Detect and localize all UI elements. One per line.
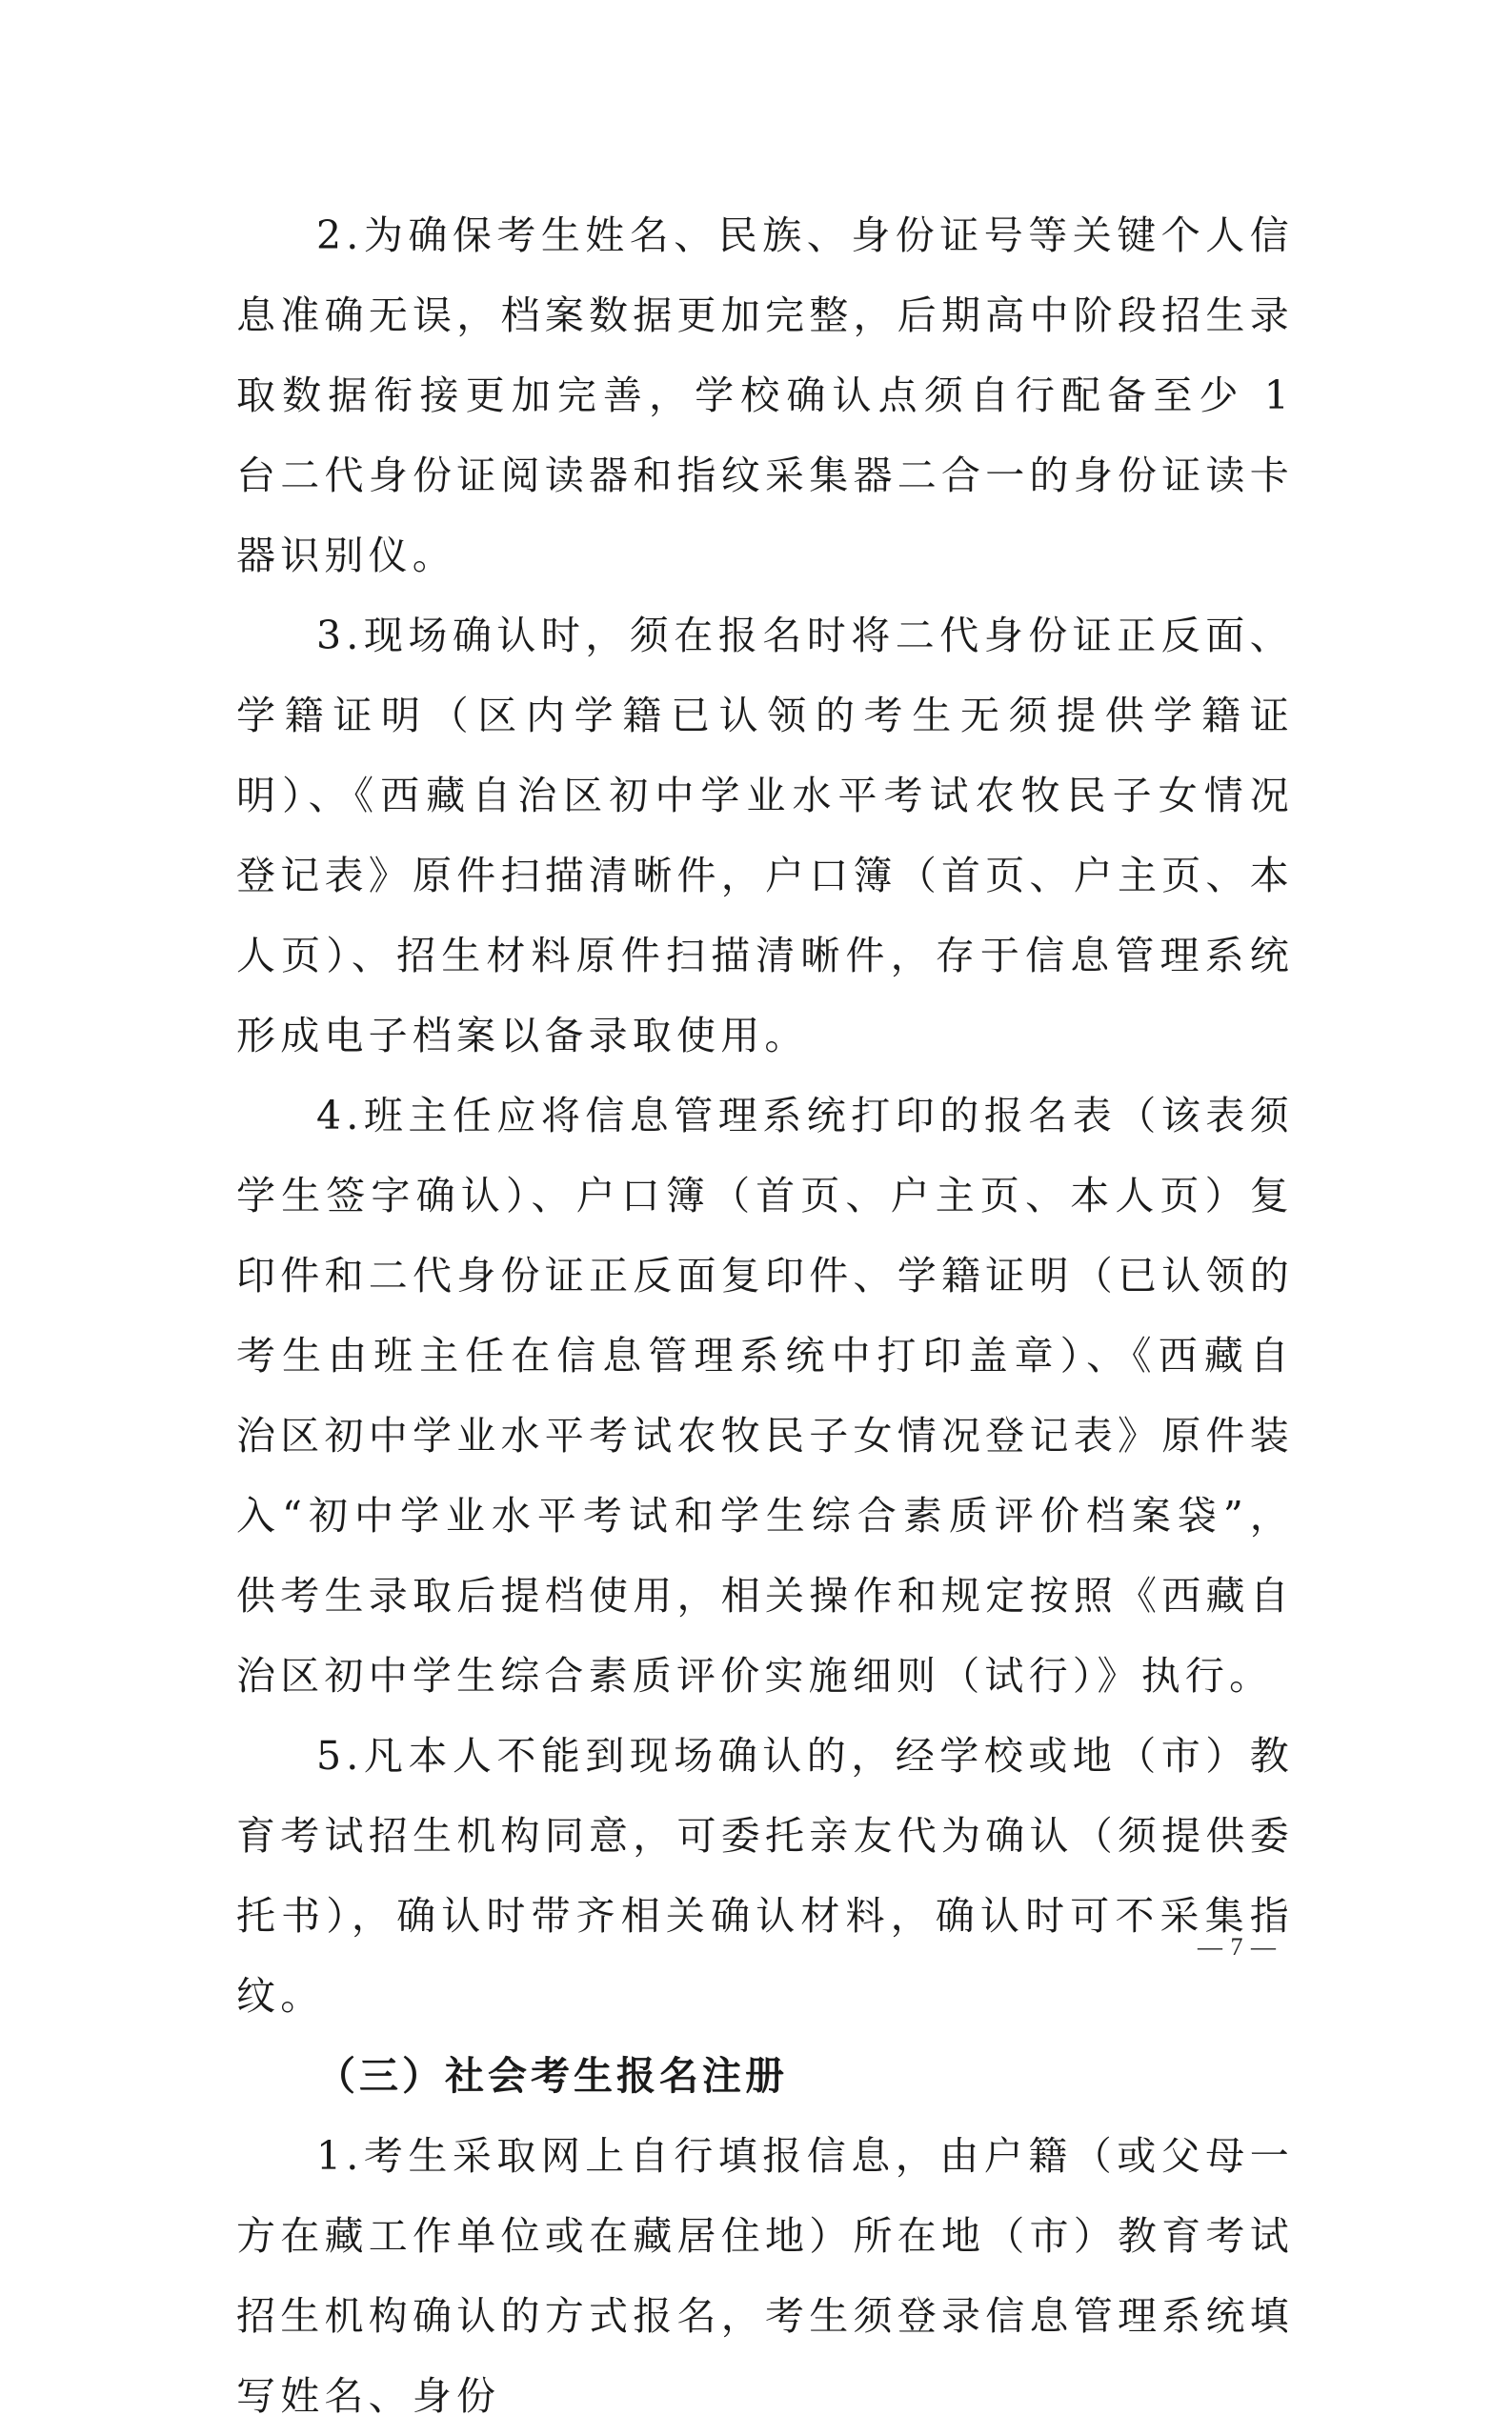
document-body [236, 195, 1294, 2436]
page-number: — 7 — [1198, 1933, 1277, 1961]
paragraph-item-2: 2.为确保考生姓名、民族、身份证号等关键个人信息准确无误，档案数据更加完整，后期高中阶段招生录取数据衔接更加完善，学校确认点须自行配备至少 1 台二代身份证阅读器和指纹采集器二合一的身份证读卡器识别仪。 [236, 212, 1294, 578]
section-heading: （三）社会考生报名注册 [316, 2053, 788, 2099]
paragraph-item-1-social-candidates: 1.考生采取网上自行填报信息，由户籍（或父母一方在藏工作单位或在藏居住地）所在地（市）教育考试招生机构确认的方式报名，考生须登录信息管理系统填写姓名、身份 [236, 2133, 1294, 2419]
paragraph-item-3: 3.现场确认时，须在报名时将二代身份证正反面、学籍证明（区内学籍已认领的考生无须提供学籍证明）、《西藏自治区初中学业水平考试农牧民子女情况登记表》原件扫描清晰件，户口簿（首页、户主页、本人页）、招生材料原件扫描清晰件，存于信息管理系统形成电子档案以备录取使用。 [236, 613, 1294, 1058]
paragraph-item-5: 5.凡本人不能到现场确认的，经学校或地（市）教育考试招生机构同意，可委托亲友代为确认（须提供委托书），确认时带齐相关确认材料，确认时可不采集指纹。 [236, 1733, 1294, 2019]
paragraph-item-4: 4.班主任应将信息管理系统打印的报名表（该表须学生签字确认）、户口簿（首页、户主页、本人页）复印件和二代身份证正反面复印件、学籍证明（已认领的考生由班主任在信息管理系统中打印盖章）、《西藏自治区初中学业水平考试农牧民子女情况登记表》原件装入“初中学业水平考试和学生综合素质评价档案袋”，供考生录取后提档使用，相关操作和规定按照《西藏自治区初中学生综合素质评价实施细则（试行）》执行。 [236, 1093, 1294, 1699]
